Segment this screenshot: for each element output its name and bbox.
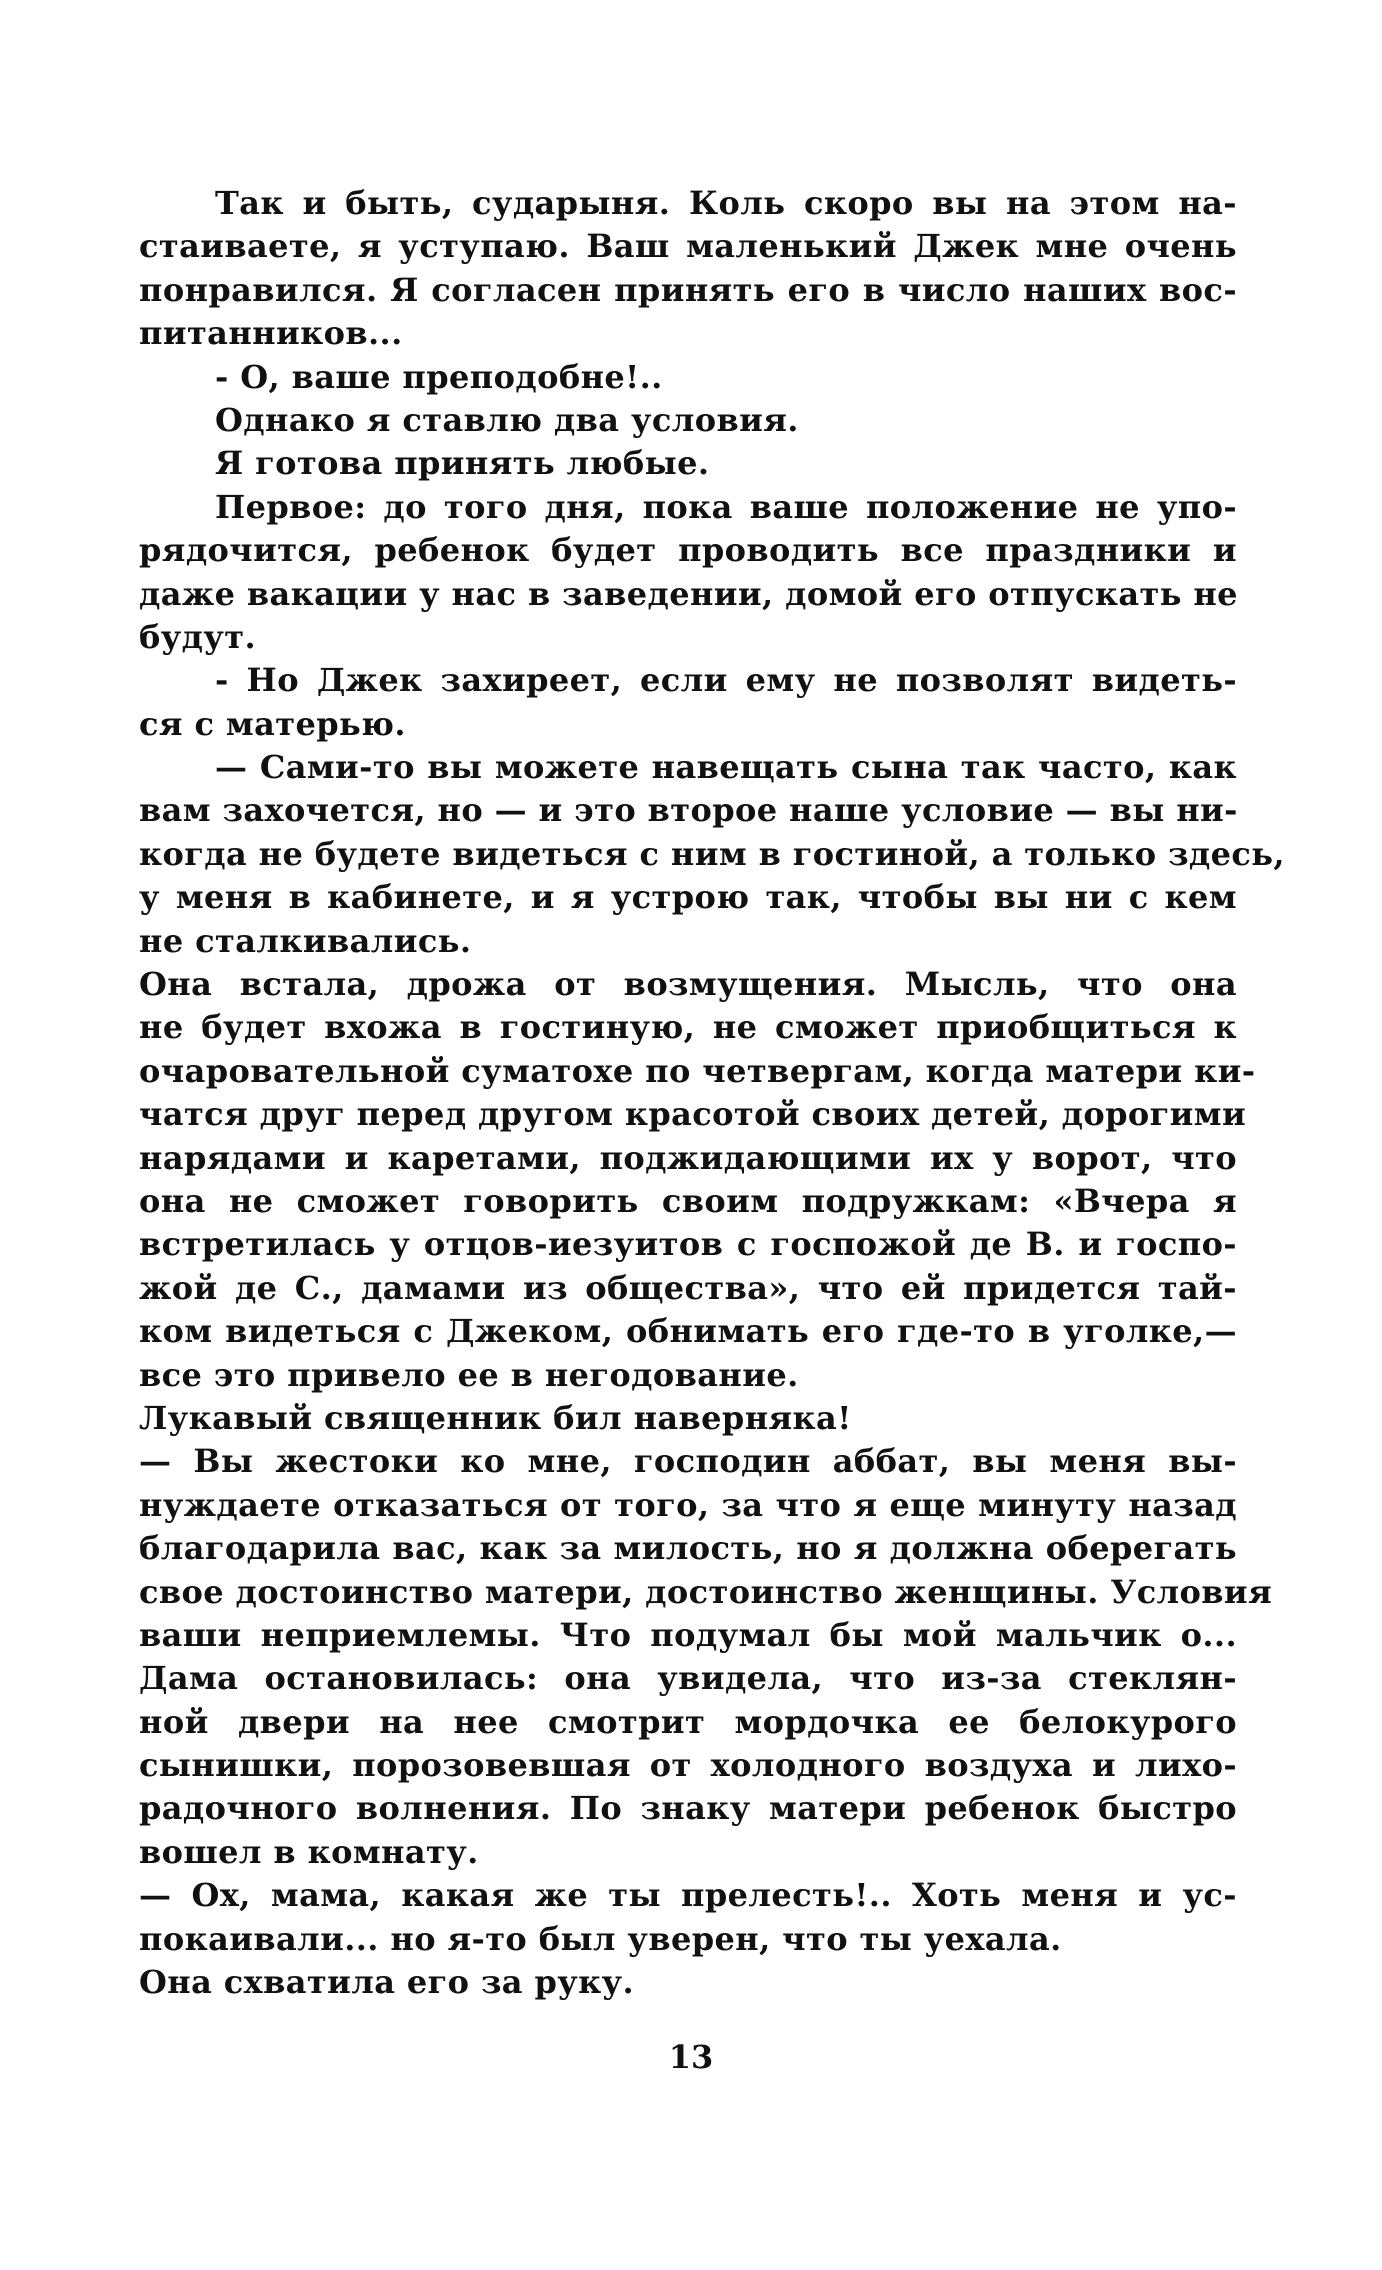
text-line: будут.	[139, 617, 257, 656]
text-line: у меня в кабинете, и я устрою так, чтобы вы ни с кем	[139, 878, 1237, 917]
text-line: понравился. Я согласен принять его в число наших вос-	[139, 270, 1237, 309]
text-line: не сталкивались.	[139, 921, 472, 960]
text-line: Она схватила его за руку.	[139, 1963, 635, 2002]
text-line: радочного волнения. По знаку матери ребенок быстро	[139, 1789, 1237, 1828]
text-line: даже вакации у нас в заведении, домой его отпускать не	[139, 574, 1238, 613]
text-line: — Сами-то вы можете навещать сына так часто, как	[215, 748, 1237, 787]
text-line: ся с матерью.	[139, 704, 406, 743]
text-line: вам захочется, но — и это второе наше условие — вы ни-	[139, 791, 1238, 830]
text-line: Я готова принять любые.	[215, 444, 710, 483]
text-line: нуждаете отказаться от того, за что я еще минуту назад	[139, 1485, 1237, 1524]
text-line: — Ох, мама, какая же ты прелесть!.. Хоть меня и ус-	[139, 1876, 1237, 1915]
text-line: встретилась у отцов-иезуитов с госпожой де В. и госпо-	[139, 1225, 1237, 1264]
text-line: Однако я ставлю два условия.	[215, 400, 799, 439]
text-line: Она встала, дрожа от возмущения. Мысль, что она	[139, 965, 1237, 1004]
text-line: очаровательной суматохе по четвергам, когда матери ки-	[139, 1051, 1256, 1090]
text-line: - Но Джек захиреет, если ему не позволят видеть-	[215, 661, 1237, 700]
body-text	[139, 182, 1285, 2004]
text-line: питанников...	[139, 314, 403, 353]
text-line: нарядами и каретами, поджидающими их у ворот, что	[139, 1138, 1237, 1177]
text-line: чатся друг перед другом красотой своих детей, дорогими	[139, 1095, 1247, 1134]
text-line: ной двери на нее смотрит мордочка ее белокурого	[139, 1702, 1237, 1741]
text-line: жой де С., дамами из общества», что ей придется тай-	[139, 1268, 1237, 1307]
text-line: Лукавый священник бил наверняка!	[139, 1398, 852, 1437]
text-line: вошел в комнату.	[139, 1832, 479, 1871]
text-line: сынишки, порозовевшая от холодного воздуха и лихо-	[139, 1746, 1237, 1785]
text-line: покаивали... но я-то был уверен, что ты уехала.	[139, 1919, 1062, 1958]
text-line: Дама остановилась: она увидела, что из-за стеклян-	[139, 1659, 1237, 1698]
text-line: когда не будете видеться с ним в гостиной, а только здесь,	[139, 834, 1285, 873]
text-line: Так и быть, сударыня. Коль скоро вы на этом на-	[215, 184, 1237, 222]
text-line: ваши неприемлемы. Что подумал бы мой мальчик о...	[139, 1615, 1237, 1654]
text-line: свое достоинство матери, достоинство женщины. Условия	[139, 1572, 1273, 1611]
page-number: 13	[668, 2038, 714, 2076]
text-line: не будет вхожа в гостиную, не сможет приобщиться к	[139, 1008, 1237, 1047]
text-line: она не сможет говорить своим подружкам: «Вчера я	[139, 1181, 1237, 1220]
text-line: все это привело ее в негодование.	[139, 1355, 799, 1394]
text-line: стаиваете, я уступаю. Ваш маленький Джек мне очень	[139, 227, 1237, 266]
text-line: - О, ваше преподобне!..	[215, 357, 663, 396]
text-line: Первое: до того дня, пока ваше положение не упо-	[215, 487, 1237, 526]
text-line: ком видеться с Джеком, обнимать его где-то в уголке,—	[139, 1312, 1237, 1351]
text-line: — Вы жестоки ко мне, господин аббат, вы меня вы-	[139, 1442, 1237, 1481]
text-line: благодарила вас, как за милость, но я должна оберегать	[139, 1529, 1237, 1568]
text-line: рядочится, ребенок будет проводить все праздники и	[139, 531, 1237, 570]
